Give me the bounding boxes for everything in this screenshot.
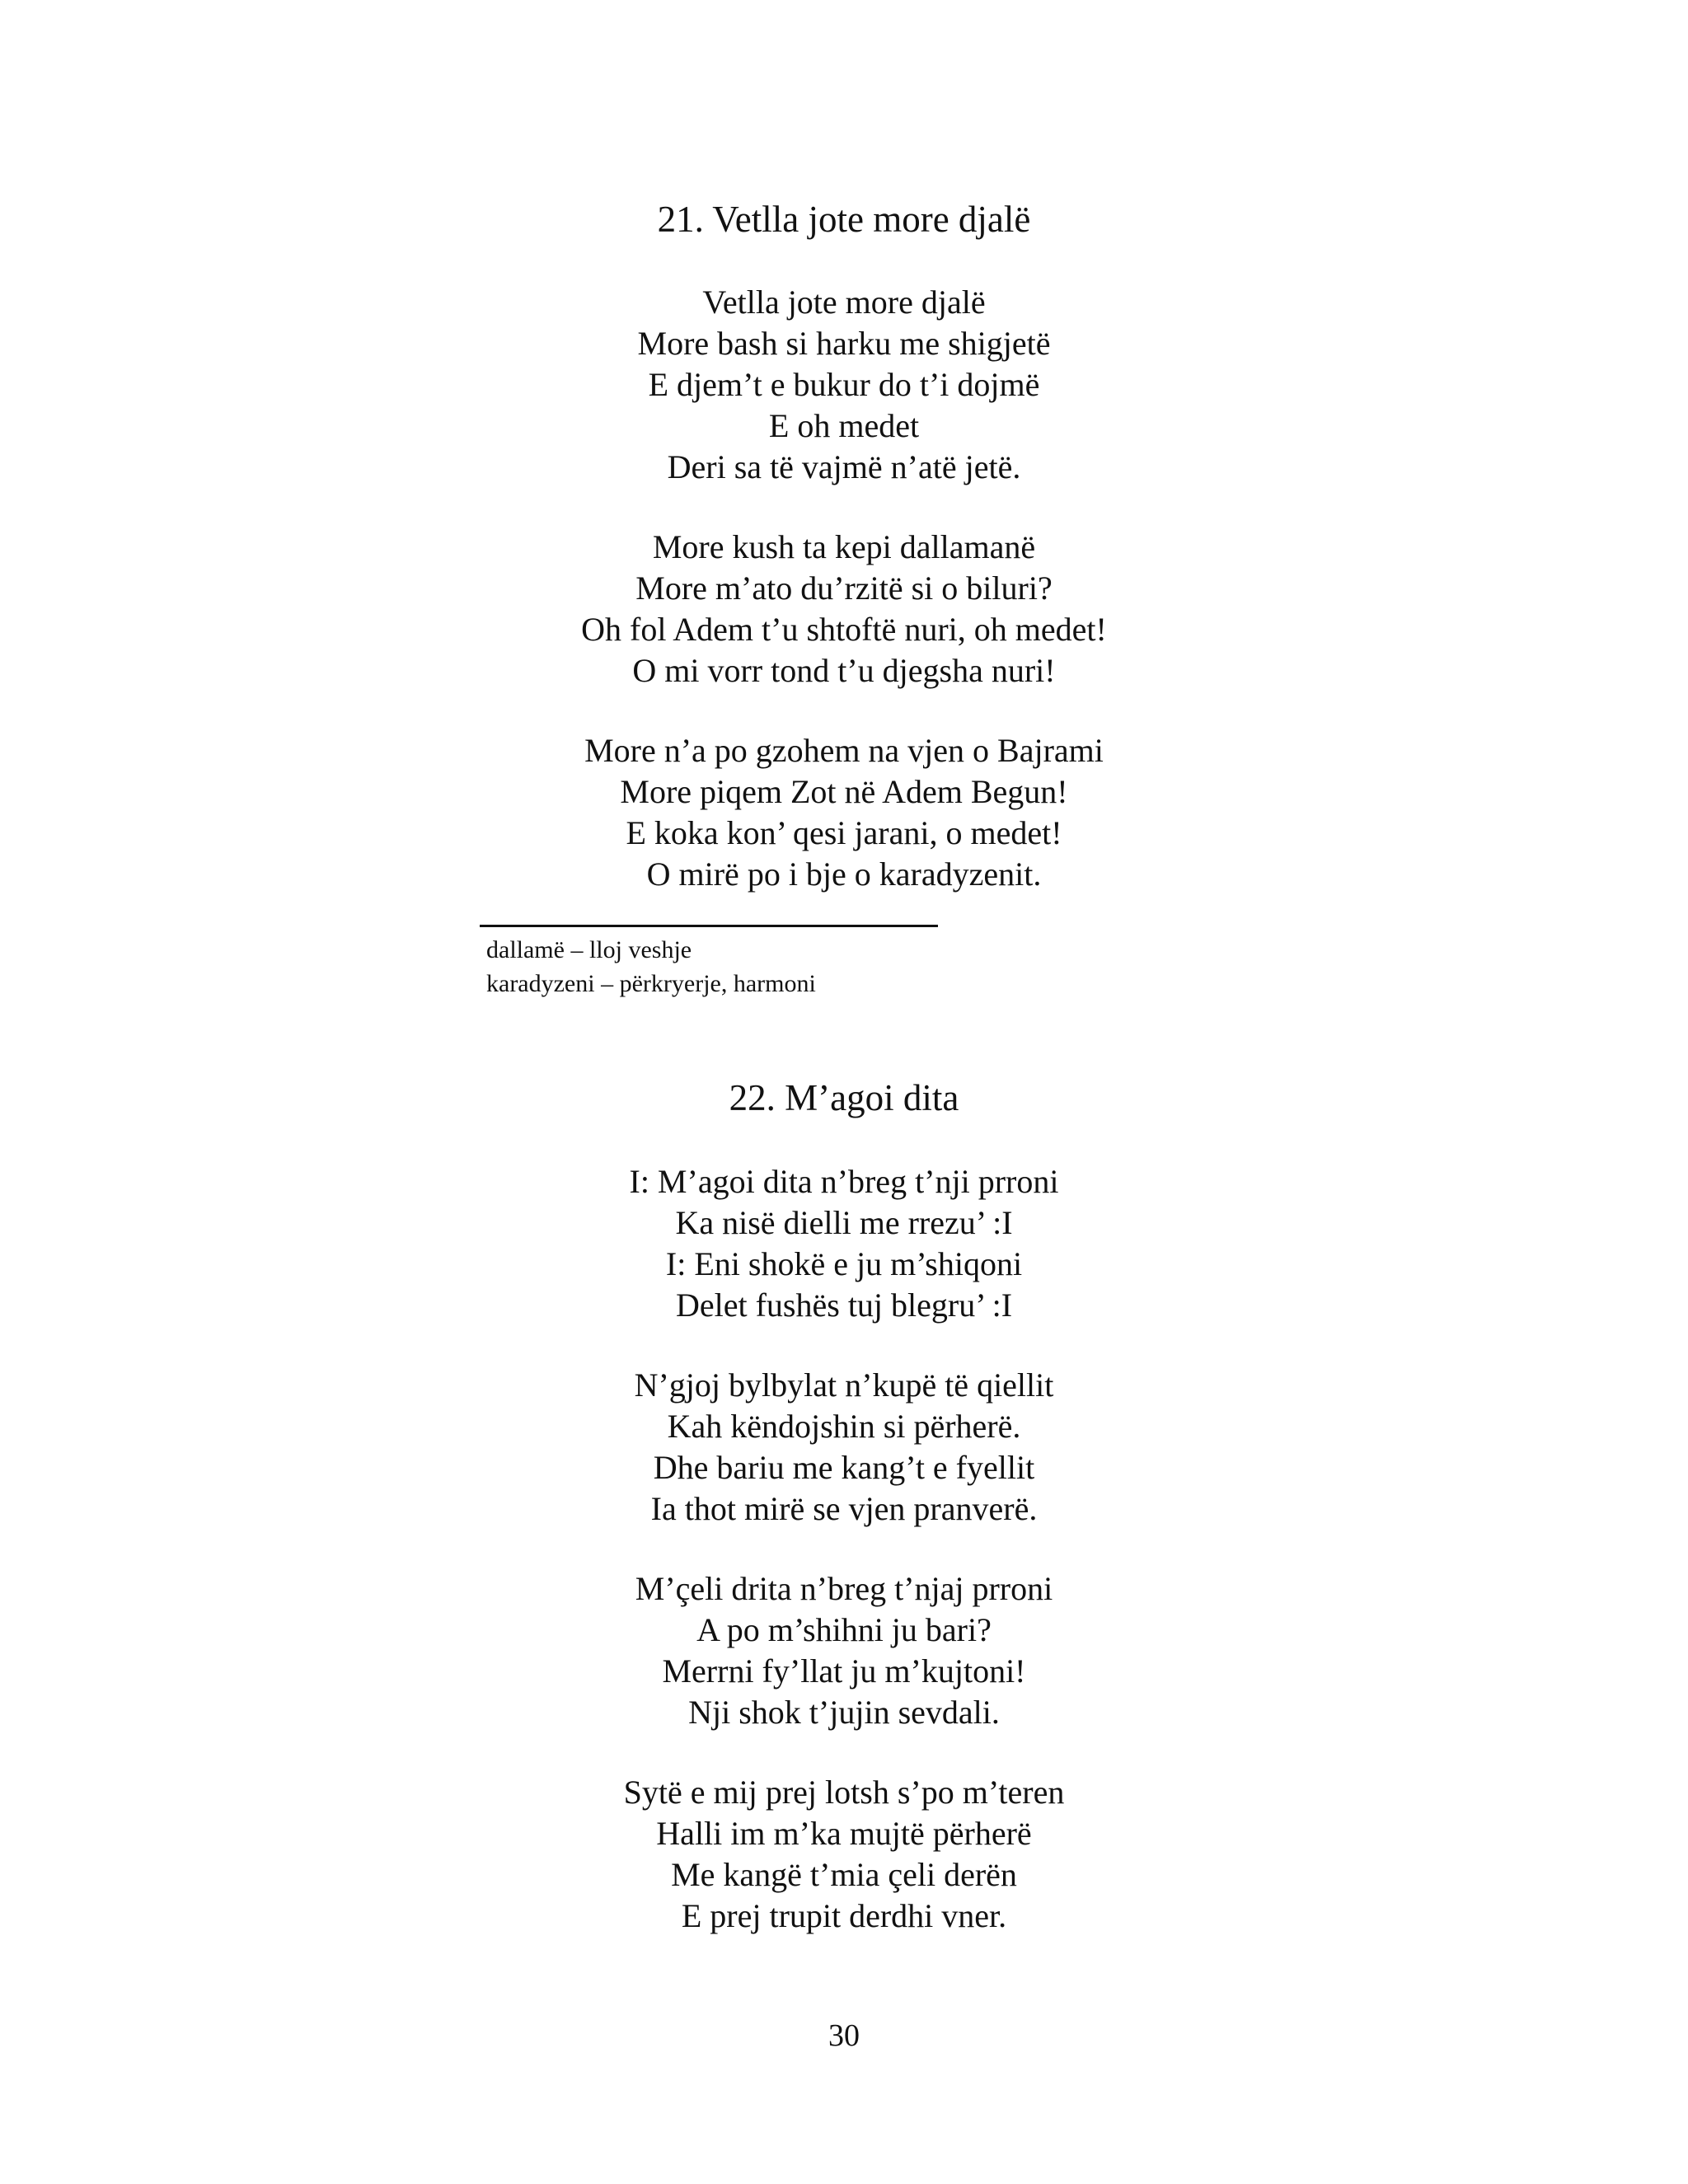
footnotes (486, 933, 1228, 1001)
verse-line: I: M’agoi dita n’breg t’nji prroni (629, 1163, 1059, 1200)
stanza (0, 282, 1688, 488)
verse-line: More m’ato du’rzitë si o biluri? (635, 569, 1053, 607)
verse-line: I: Eni shokë e ju m’shiqoni (665, 1245, 1023, 1282)
verse-line: Deri sa të vajmë n’atë jetë. (667, 448, 1021, 485)
verse-line: M’çeli drita n’breg t’njaj prroni (635, 1570, 1053, 1607)
stanza (0, 730, 1688, 895)
verse-line: Me kangë t’mia çeli derën (671, 1856, 1017, 1893)
page-number: 30 (828, 2018, 860, 2053)
verse-line: Delet fushës tuj blegru’ :I (675, 1286, 1013, 1324)
poem-title: 22. M’agoi dita (729, 1077, 959, 1118)
verse-line: N’gjoj bylbylat n’kupë të qiellit (634, 1366, 1054, 1404)
verse-line: A po m’shihni ju bari? (696, 1611, 992, 1648)
footnote: karadyzeni – përkryerje, harmoni (486, 970, 816, 997)
verse-line: Vetlla jote more djalë (702, 284, 986, 321)
verse-line: More bash si harku me shigjetë (637, 325, 1051, 362)
verse-line: E oh medet (768, 407, 920, 444)
verse-line: O mi vorr tond t’u djegsha nuri! (632, 652, 1056, 689)
verse-line: Oh fol Adem t’u shtoftë nuri, oh medet! (581, 611, 1107, 648)
verse-line: Sytë e mij prej lotsh s’po m’teren (623, 1774, 1065, 1811)
verse-line: E djem’t e bukur do t’i dojmë (648, 366, 1040, 403)
stanza (0, 1365, 1688, 1530)
stanza (0, 1161, 1688, 1326)
stanza (0, 527, 1688, 691)
stanza (0, 1568, 1688, 1733)
verse-line: E koka kon’ qesi jarani, o medet! (626, 814, 1062, 851)
verse-line: More kush ta kepi dallamanë (652, 528, 1036, 565)
poem-title-22 (0, 1076, 1688, 1119)
verse-line: Dhe bariu me kang’t e fyellit (653, 1449, 1035, 1486)
verse-line: Ka nisë dielli me rrezu’ :I (675, 1204, 1013, 1241)
verse-line: Ia thot mirë se vjen pranverë. (650, 1490, 1038, 1527)
verse-line: E prej trupit derdhi vner. (681, 1897, 1007, 1934)
poem-title: 21. Vetlla jote more djalë (657, 199, 1031, 240)
footnote: dallamë – lloj veshje (486, 936, 692, 963)
verse-line: Merrni fy’llat ju m’kujtoni! (662, 1652, 1026, 1690)
verse-line: More piqem Zot në Adem Begun! (620, 773, 1068, 810)
footnote-divider (480, 925, 938, 927)
poem-title-21 (0, 198, 1688, 241)
stanza (0, 1772, 1688, 1937)
verse-line: More n’a po gzohem na vjen o Bajrami (584, 732, 1104, 769)
verse-line: Halli im m’ka mujtë përherë (656, 1815, 1032, 1852)
verse-line: O mirë po i bje o karadyzenit. (646, 855, 1042, 893)
verse-line: Nji shok t’jujin sevdali. (688, 1694, 1000, 1731)
verse-line: Kah këndojshin si përherë. (667, 1408, 1021, 1445)
